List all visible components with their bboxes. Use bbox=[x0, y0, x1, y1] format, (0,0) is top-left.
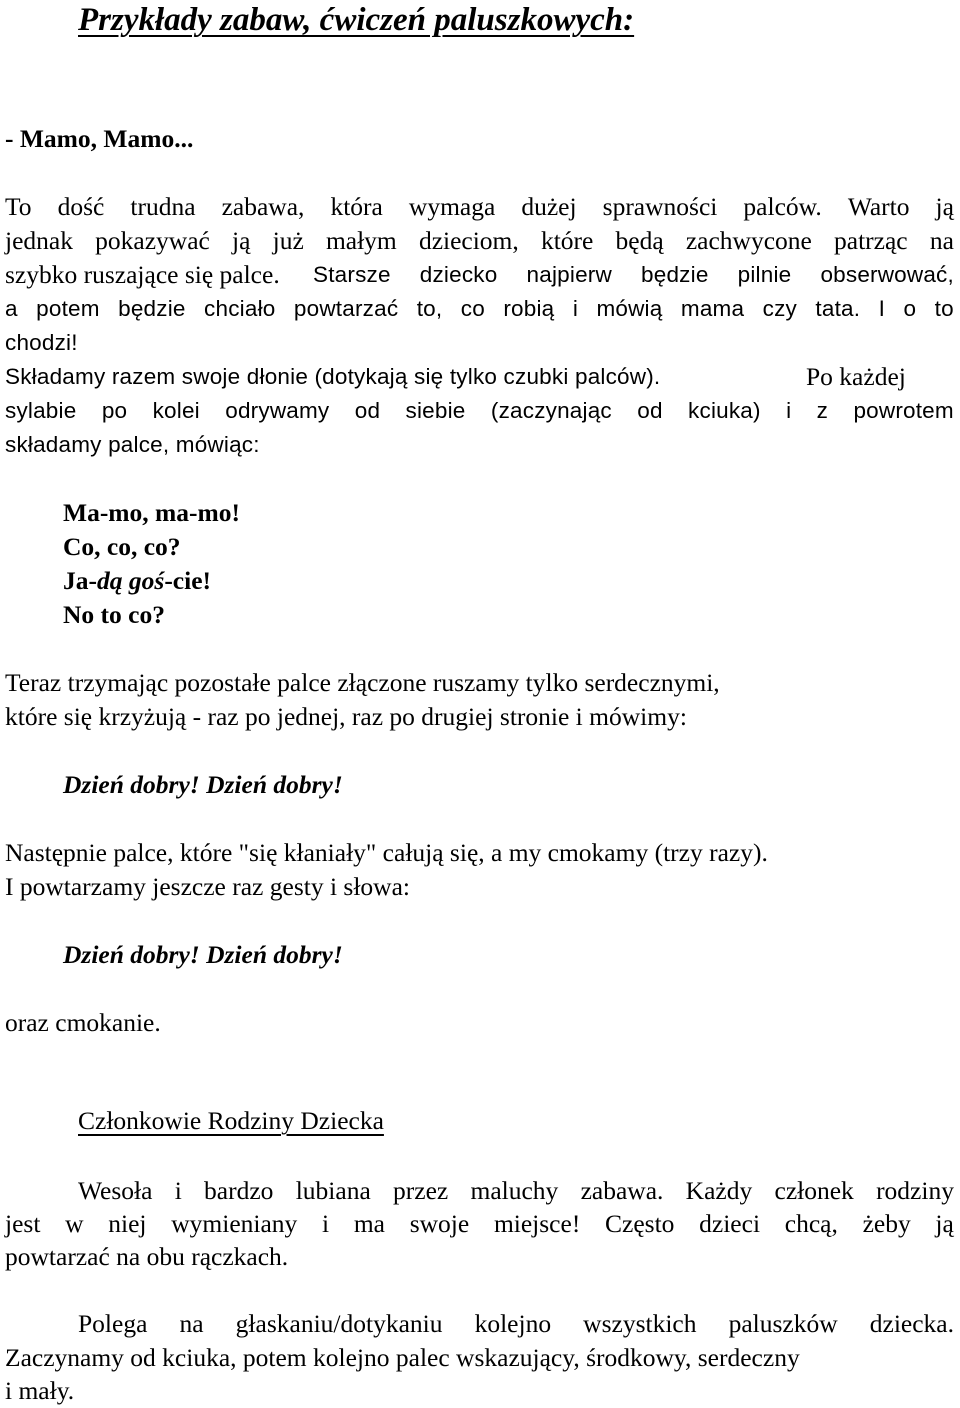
word: dzieci bbox=[699, 1209, 761, 1238]
word: dziecka. bbox=[869, 1309, 954, 1338]
word: przez bbox=[393, 1176, 449, 1205]
word: zachwycone bbox=[685, 226, 812, 255]
word: o bbox=[903, 296, 917, 321]
word: kciuka) bbox=[688, 398, 761, 423]
greeting-2: Dzień dobry! Dzień dobry! bbox=[63, 940, 343, 969]
intro-line-1 bbox=[5, 190, 954, 224]
word: odrywamy bbox=[225, 398, 330, 423]
word: i bbox=[322, 1209, 330, 1238]
word: i bbox=[786, 398, 792, 423]
instruction-line-3: składamy palce, mówiąc: bbox=[5, 432, 260, 457]
word: I bbox=[878, 296, 886, 321]
word: będzie bbox=[118, 296, 186, 321]
paragraph-2-line-2: które się krzyżują - raz po jednej, raz po drugiej stronie i mówimy: bbox=[5, 702, 687, 731]
paragraph-2-line-1: Teraz trzymając pozostałe palce złączone ruszamy tylko serdecznymi, bbox=[5, 668, 720, 697]
word: chciało bbox=[204, 296, 276, 321]
word: na bbox=[179, 1309, 204, 1338]
word: mówią bbox=[596, 296, 663, 321]
intro-line-4 bbox=[5, 292, 954, 326]
instruction-line-1a: Składamy razem swoje dłonie (dotykają się tylko czubki palców). bbox=[5, 364, 661, 389]
word: kolejno bbox=[474, 1309, 552, 1338]
section2-p1-line-2 bbox=[5, 1207, 954, 1241]
word: powrotem bbox=[853, 398, 954, 423]
word: palców. bbox=[743, 192, 822, 221]
chant-line-4: No to co? bbox=[63, 600, 165, 629]
word: robią bbox=[503, 296, 555, 321]
page-title: Przykłady zabaw, ćwiczeń paluszkowych: bbox=[78, 2, 635, 38]
section2-p2-line-1 bbox=[78, 1307, 954, 1341]
word: wymaga bbox=[408, 192, 496, 221]
word: patrząc bbox=[834, 226, 908, 255]
word: która bbox=[330, 192, 383, 221]
word: które bbox=[540, 226, 594, 255]
word: paluszków bbox=[728, 1309, 838, 1338]
word: obserwować, bbox=[820, 262, 954, 287]
section2-p1-line-3: powtarzać na obu rączkach. bbox=[5, 1242, 289, 1271]
word: Wesoła bbox=[78, 1176, 153, 1205]
instruction-line-2 bbox=[5, 394, 954, 428]
word: bardzo bbox=[204, 1176, 274, 1205]
word: potem bbox=[36, 296, 100, 321]
word: rodziny bbox=[876, 1176, 954, 1205]
word: kolei bbox=[152, 398, 200, 423]
word: chcą, bbox=[784, 1209, 838, 1238]
chant-line-1: Ma-mo, ma-mo! bbox=[63, 498, 241, 527]
word: swoje bbox=[409, 1209, 470, 1238]
word: Często bbox=[605, 1209, 675, 1238]
chant-syllable: Ja- bbox=[63, 566, 97, 595]
word: jest bbox=[5, 1209, 41, 1238]
word: ją bbox=[935, 192, 954, 221]
word: z bbox=[816, 398, 829, 423]
intro-line-3-serif: szybko ruszające się palce. bbox=[5, 260, 280, 289]
word: dzieciom, bbox=[418, 226, 519, 255]
word: członek bbox=[774, 1176, 854, 1205]
word: zabawa. bbox=[580, 1176, 664, 1205]
word: najpierw bbox=[526, 262, 612, 287]
word: powtarzać bbox=[293, 296, 399, 321]
paragraph-3-line-2: I powtarzamy jeszcze raz gesty i słowa: bbox=[5, 872, 410, 901]
word: i bbox=[572, 296, 579, 321]
word: a bbox=[5, 296, 18, 321]
word: to, bbox=[416, 296, 443, 321]
section2-p2-line-3: i mały. bbox=[5, 1376, 75, 1405]
word: od bbox=[637, 398, 663, 423]
word: żeby bbox=[862, 1209, 911, 1238]
word: w bbox=[65, 1209, 84, 1238]
word: trudna bbox=[130, 192, 196, 221]
word: jednak bbox=[5, 226, 73, 255]
intro-line-3-sans bbox=[313, 258, 954, 292]
word: od bbox=[354, 398, 381, 423]
section2-p1-line-1 bbox=[78, 1174, 954, 1208]
word: Starsze bbox=[313, 262, 391, 287]
word: wszystkich bbox=[583, 1309, 697, 1338]
word: lubiana bbox=[295, 1176, 371, 1205]
intro-line-5: chodzi! bbox=[5, 330, 78, 355]
word: wymieniany bbox=[171, 1209, 298, 1238]
word: mama bbox=[680, 296, 745, 321]
chant-syllable: -cie! bbox=[164, 566, 212, 595]
instruction-line-1b: Po każdej bbox=[806, 362, 906, 391]
greeting-1: Dzień dobry! Dzień dobry! bbox=[63, 770, 343, 799]
word: dużej bbox=[521, 192, 577, 221]
word: sprawności bbox=[602, 192, 718, 221]
word: maluchy bbox=[470, 1176, 559, 1205]
section-heading-rodzina: Członkowie Rodziny Dziecka bbox=[78, 1106, 384, 1135]
section-heading-mamo: - Mamo, Mamo... bbox=[5, 124, 194, 153]
word: to bbox=[934, 296, 954, 321]
intro-line-2 bbox=[5, 224, 954, 258]
word: niej bbox=[108, 1209, 147, 1238]
word: będą bbox=[615, 226, 664, 255]
paragraph-3-line-1: Następnie palce, które "się kłaniały" całują się, a my cmokamy (trzy razy). bbox=[5, 838, 768, 867]
word: dziecko bbox=[419, 262, 498, 287]
chant-line-3 bbox=[63, 564, 211, 598]
word: po bbox=[101, 398, 128, 423]
word: tata. bbox=[815, 296, 861, 321]
word: (zaczynając bbox=[490, 398, 612, 423]
word: czy bbox=[762, 296, 797, 321]
ending-line: oraz cmokanie. bbox=[5, 1008, 161, 1037]
word: małym bbox=[325, 226, 397, 255]
word: głaskaniu/dotykaniu bbox=[235, 1309, 443, 1338]
word: na bbox=[929, 226, 954, 255]
word: pilnie bbox=[737, 262, 792, 287]
word: Polega bbox=[78, 1309, 148, 1338]
word: sylabie bbox=[5, 398, 77, 423]
word: co bbox=[460, 296, 485, 321]
word: będzie bbox=[641, 262, 709, 287]
word: ją bbox=[935, 1209, 954, 1238]
word: już bbox=[272, 226, 304, 255]
word: ma bbox=[353, 1209, 385, 1238]
word: siebie bbox=[405, 398, 466, 423]
word: To bbox=[5, 192, 32, 221]
word: miejsce! bbox=[493, 1209, 581, 1238]
chant-line-2: Co, co, co? bbox=[63, 532, 181, 561]
word: Każdy bbox=[685, 1176, 753, 1205]
word: i bbox=[174, 1176, 182, 1205]
section2-p2-line-2: Zaczynamy od kciuka, potem kolejno palec wskazujący, środkowy, serdeczny bbox=[5, 1343, 800, 1372]
word: Warto bbox=[847, 192, 910, 221]
word: dość bbox=[57, 192, 105, 221]
chant-syllable-italic: dą goś bbox=[97, 566, 165, 595]
word: pokazywać bbox=[95, 226, 210, 255]
word: ją bbox=[232, 226, 251, 255]
word: zabawa, bbox=[221, 192, 305, 221]
